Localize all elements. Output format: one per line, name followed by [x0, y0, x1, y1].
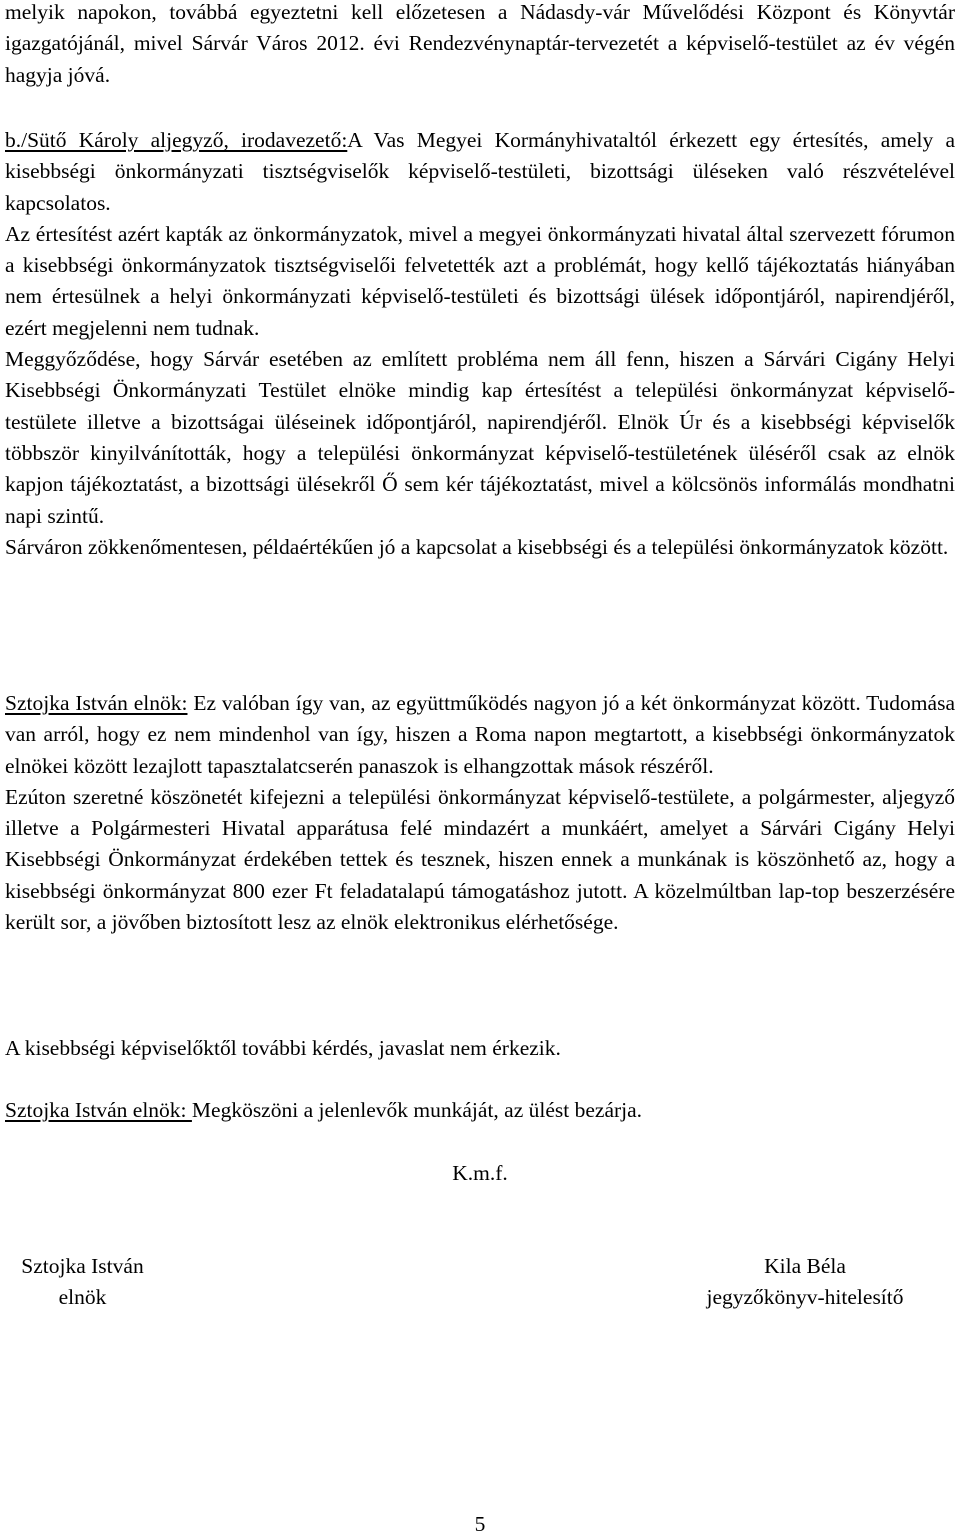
- intro-paragraph: melyik napokon, továbbá egyeztetni kell előzetesen a Nádasdy-vár Művelődési Központ és Könyvtár igazgatójánál, mivel Sárvár Város 2012. évi Rendezvénynaptár-tervezetét a képviselő-testület az év végén hagyja jóvá.: [5, 0, 955, 87]
- section-b: [5, 125, 955, 563]
- reply-section: [5, 688, 955, 938]
- section-b-paragraph-4: Sárváron zökkenőmentesen, példaértékűen jó a kapcsolat a kisebbségi és a települési önkormányzatok között.: [5, 534, 949, 559]
- signature-right: [675, 1251, 935, 1314]
- section-b-paragraph-2: Az értesítést azért kapták az önkormányzatok, mivel a megyei önkormányzati hivatal által szervezett fórumon a kisebbségi önkormányzatok tisztségviselői felvetették azt a problémát, hogy kellő tájékoztatás hiányában nem értesülnek a helyi önkormányzati képviselő-testületi és bizottsági ülések időpontjáról, napirendjéről, ezért megjelenni nem tudnak.: [5, 221, 955, 340]
- closing-speaker: Sztojka István elnök:: [5, 1098, 192, 1122]
- reply-paragraph-1: [5, 688, 955, 782]
- no-questions-paragraph: A kisebbségi képviselőktől további kérdés, javaslat nem érkezik.: [5, 1036, 561, 1060]
- reply-text: Ez valóban így van, az együttműködés nagyon jó a két önkormányzat között. Tudomása van arról, hogy ez nem mindenhol van így, hiszen a Roma napon megtartott, a kisebbségi önkormányzatok elnökei között lezajlott tapasztalatcserén panaszok is elhangzottak mások részéről.: [5, 691, 955, 778]
- page-number: 5: [474, 1512, 486, 1536]
- section-b-text: A Vas Megyei Kormányhivataltól érkezett egy értesítés, amely a kisebbségi önkormányzati tisztségviselők képviselő-testületi, bizottsági üléseken való részvételével kapcsolatos.: [5, 128, 955, 215]
- reply-paragraph-2: Ezúton szeretné köszönetét kifejezni a települési önkormányzat képviselő-testülete, a polgármester, aljegyző illetve a Polgármesteri Hivatal apparátusa felé mindazért a munkáért, amelyet a Sárvári Cigány Helyi Kisebbségi Önkormányzat érdekében tettek és tesznek, hiszen ennek a munkának is köszönhető az, hogy a kisebbségi önkormányzat 800 ezer Ft feladatalapú támogatáshoz jutott. A közelmúltban lap-top beszerzésére került sor, a jövőben biztosított lesz az elnök elektronikus elérhetősége.: [5, 784, 955, 935]
- signature-left-name: Sztojka István: [21, 1254, 144, 1278]
- signature-right-name: Kila Béla: [764, 1254, 846, 1278]
- kmf-label: K.m.f.: [452, 1161, 508, 1185]
- reply-speaker: Sztojka István elnök:: [5, 691, 188, 715]
- section-b-paragraph-3: Meggyőződése, hogy Sárvár esetében az említett probléma nem áll fenn, hiszen a Sárvári Cigány Helyi Kisebbségi Önkormányzati Testület elnöke mindig kap értesítést a települési önkormányzat képviselő-testülete illetve a bizottságai üléseinek időpontjáról, napirendjéről. Elnök Úr és a kisebbségi képviselők többször kinyilvánították, hogy a települési önkormányzat képviselő-testületének üléséről csak az elnök kapjon tájékoztatást, a bizottsági ülésekről Ő sem kér tájékoztatást, mivel a kölcsönös informálás mondhatni napi szintű.: [5, 347, 955, 528]
- signature-left-role: elnök: [58, 1285, 107, 1310]
- signature-right-role: jegyzőkönyv-hitelesítő: [706, 1285, 904, 1310]
- section-b-speaker: b./Sütő Károly aljegyző, irodavezető:: [5, 128, 348, 152]
- section-b-paragraph-1: [5, 125, 955, 219]
- closing-text: Megköszöni a jelenlevők munkáját, az ülést bezárja.: [191, 1098, 643, 1122]
- signature-left: [0, 1251, 165, 1314]
- closing-paragraph: [5, 1095, 955, 1126]
